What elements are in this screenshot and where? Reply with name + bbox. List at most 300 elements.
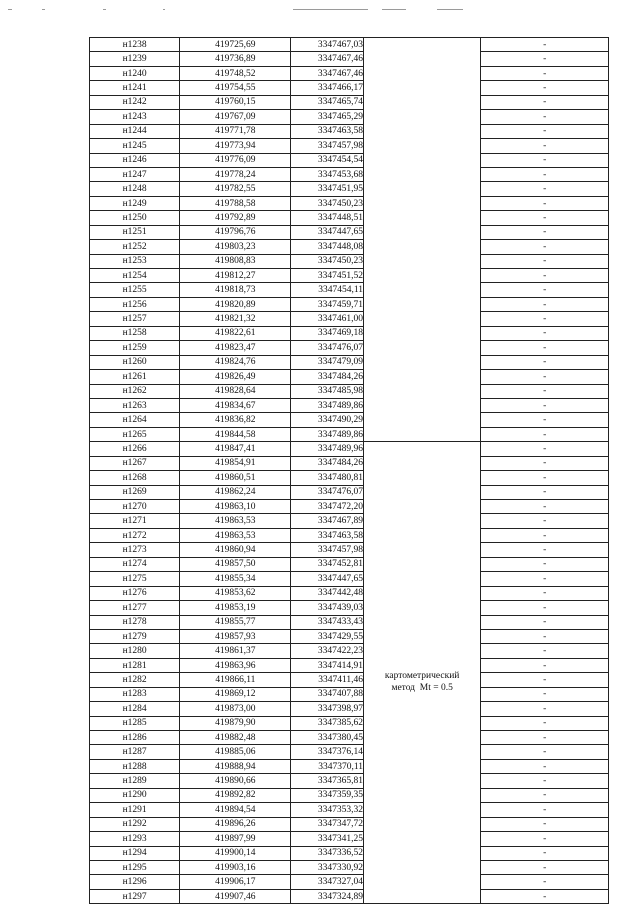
table-row [90,38,609,52]
value-dash-cell: - [481,95,609,109]
y-coordinate-cell: 3347433,43 [291,615,364,629]
value-dash-cell: - [481,442,609,456]
value-dash-cell: - [481,427,609,441]
value-dash-cell: - [481,514,609,528]
table-row [90,586,609,600]
x-coordinate-cell: 419836,82 [180,413,291,427]
table-row [90,370,609,384]
point-id-cell: н1270 [90,500,180,514]
value-dash-cell: - [481,124,609,138]
y-coordinate-cell: 3347422,23 [291,644,364,658]
method-label-line2: метод Mt = 0.5 [391,682,453,693]
y-coordinate-cell: 3347469,18 [291,326,364,340]
value-dash-cell: - [481,225,609,239]
value-dash-cell: - [481,860,609,874]
point-id-cell: н1279 [90,629,180,643]
value-dash-cell: - [481,297,609,311]
value-dash-cell: - [481,832,609,846]
table-row [90,66,609,80]
point-id-cell: н1248 [90,182,180,196]
x-coordinate-cell: 419788,58 [180,196,291,210]
table-row [90,889,609,903]
point-id-cell: н1245 [90,139,180,153]
table-row [90,225,609,239]
point-id-cell: н1247 [90,167,180,181]
x-coordinate-cell: 419853,62 [180,586,291,600]
y-coordinate-cell: 3347457,98 [291,139,364,153]
table-row [90,326,609,340]
x-coordinate-cell: 419818,73 [180,283,291,297]
table-row [90,716,609,730]
y-coordinate-cell: 3347330,92 [291,860,364,874]
y-coordinate-cell: 3347442,48 [291,586,364,600]
x-coordinate-cell: 419853,19 [180,601,291,615]
value-dash-cell: - [481,601,609,615]
value-dash-cell: - [481,846,609,860]
table-row [90,528,609,542]
point-id-cell: н1297 [90,889,180,903]
point-id-cell: н1267 [90,456,180,470]
point-id-cell: н1251 [90,225,180,239]
point-id-cell: н1296 [90,875,180,889]
point-id-cell: н1284 [90,702,180,716]
y-coordinate-cell: 3347370,11 [291,759,364,773]
x-coordinate-cell: 419857,50 [180,557,291,571]
y-coordinate-cell: 3347457,98 [291,543,364,557]
y-coordinate-cell: 3347463,58 [291,528,364,542]
x-coordinate-cell: 419906,17 [180,875,291,889]
table-row [90,269,609,283]
point-id-cell: н1265 [90,427,180,441]
table-row [90,182,609,196]
y-coordinate-cell: 3347489,86 [291,427,364,441]
table-row [90,355,609,369]
y-coordinate-cell: 3347407,88 [291,687,364,701]
x-coordinate-cell: 419782,55 [180,182,291,196]
table-row [90,398,609,412]
point-id-cell: н1276 [90,586,180,600]
y-coordinate-cell: 3347341,25 [291,832,364,846]
point-id-cell: н1289 [90,774,180,788]
x-coordinate-cell: 419812,27 [180,269,291,283]
x-coordinate-cell: 419892,82 [180,788,291,802]
table-row [90,774,609,788]
value-dash-cell: - [481,557,609,571]
x-coordinate-cell: 419855,34 [180,572,291,586]
y-coordinate-cell: 3347398,97 [291,702,364,716]
table-row [90,673,609,687]
x-coordinate-cell: 419792,89 [180,211,291,225]
value-dash-cell: - [481,38,609,52]
x-coordinate-cell: 419796,76 [180,225,291,239]
x-coordinate-cell: 419882,48 [180,731,291,745]
y-coordinate-cell: 3347454,11 [291,283,364,297]
point-id-cell: н1241 [90,81,180,95]
y-coordinate-cell: 3347467,46 [291,52,364,66]
x-coordinate-cell: 419820,89 [180,297,291,311]
y-coordinate-cell: 3347414,91 [291,658,364,672]
value-dash-cell: - [481,702,609,716]
x-coordinate-cell: 419771,78 [180,124,291,138]
table-row [90,139,609,153]
x-coordinate-cell: 419863,53 [180,528,291,542]
point-id-cell: н1292 [90,817,180,831]
point-id-cell: н1278 [90,615,180,629]
x-coordinate-cell: 419776,09 [180,153,291,167]
value-dash-cell: - [481,283,609,297]
y-coordinate-cell: 3347472,20 [291,500,364,514]
value-dash-cell: - [481,889,609,903]
y-coordinate-cell: 3347484,26 [291,456,364,470]
x-coordinate-cell: 419855,77 [180,615,291,629]
x-coordinate-cell: 419767,09 [180,110,291,124]
x-coordinate-cell: 419863,10 [180,500,291,514]
x-coordinate-cell: 419778,24 [180,167,291,181]
value-dash-cell: - [481,153,609,167]
table-row [90,167,609,181]
y-coordinate-cell: 3347447,65 [291,225,364,239]
point-id-cell: н1288 [90,759,180,773]
x-coordinate-cell: 419823,47 [180,341,291,355]
point-id-cell: н1266 [90,442,180,456]
point-id-cell: н1240 [90,66,180,80]
point-id-cell: н1249 [90,196,180,210]
value-dash-cell: - [481,716,609,730]
point-id-cell: н1238 [90,38,180,52]
y-coordinate-cell: 3347466,17 [291,81,364,95]
point-id-cell: н1291 [90,803,180,817]
y-coordinate-cell: 3347489,86 [291,398,364,412]
point-id-cell: н1260 [90,355,180,369]
point-id-cell: н1254 [90,269,180,283]
x-coordinate-cell: 419821,32 [180,312,291,326]
x-coordinate-cell: 419879,90 [180,716,291,730]
point-id-cell: н1256 [90,297,180,311]
table-row [90,110,609,124]
y-coordinate-cell: 3347453,68 [291,167,364,181]
point-id-cell: н1259 [90,341,180,355]
y-coordinate-cell: 3347479,09 [291,355,364,369]
x-coordinate-cell: 419863,53 [180,514,291,528]
table-row [90,803,609,817]
table-row [90,846,609,860]
y-coordinate-cell: 3347465,29 [291,110,364,124]
y-coordinate-cell: 3347327,04 [291,875,364,889]
point-id-cell: н1273 [90,543,180,557]
y-coordinate-cell: 3347336,52 [291,846,364,860]
table-row [90,601,609,615]
table-row [90,514,609,528]
point-id-cell: н1253 [90,254,180,268]
point-id-cell: н1246 [90,153,180,167]
value-dash-cell: - [481,66,609,80]
method-cell-upper [364,38,481,442]
point-id-cell: н1244 [90,124,180,138]
table-row [90,153,609,167]
table-row [90,384,609,398]
x-coordinate-cell: 419890,66 [180,774,291,788]
x-coordinate-cell: 419822,61 [180,326,291,340]
point-id-cell: н1271 [90,514,180,528]
value-dash-cell: - [481,456,609,470]
point-id-cell: н1261 [90,370,180,384]
table-row [90,557,609,571]
y-coordinate-cell: 3347448,51 [291,211,364,225]
y-coordinate-cell: 3347463,58 [291,124,364,138]
x-coordinate-cell: 419754,55 [180,81,291,95]
table-row [90,456,609,470]
point-id-cell: н1243 [90,110,180,124]
x-coordinate-cell: 419907,46 [180,889,291,903]
y-coordinate-cell: 3347450,23 [291,254,364,268]
value-dash-cell: - [481,471,609,485]
point-id-cell: н1268 [90,471,180,485]
value-dash-cell: - [481,167,609,181]
table-row [90,485,609,499]
point-id-cell: н1262 [90,384,180,398]
x-coordinate-cell: 419897,99 [180,832,291,846]
table-row [90,745,609,759]
point-id-cell: н1274 [90,557,180,571]
y-coordinate-cell: 3347450,23 [291,196,364,210]
y-coordinate-cell: 3347485,98 [291,384,364,398]
x-coordinate-cell: 419828,64 [180,384,291,398]
y-coordinate-cell: 3347429,55 [291,629,364,643]
x-coordinate-cell: 419862,24 [180,485,291,499]
point-id-cell: н1275 [90,572,180,586]
point-id-cell: н1277 [90,601,180,615]
table-row [90,240,609,254]
y-coordinate-cell: 3347459,71 [291,297,364,311]
y-coordinate-cell: 3347461,00 [291,312,364,326]
table-row [90,81,609,95]
value-dash-cell: - [481,398,609,412]
x-coordinate-cell: 419854,91 [180,456,291,470]
value-dash-cell: - [481,788,609,802]
x-coordinate-cell: 419736,89 [180,52,291,66]
x-coordinate-cell: 419860,94 [180,543,291,557]
y-coordinate-cell: 3347353,32 [291,803,364,817]
x-coordinate-cell: 419803,23 [180,240,291,254]
y-coordinate-cell: 3347347,72 [291,817,364,831]
point-id-cell: н1242 [90,95,180,109]
value-dash-cell: - [481,629,609,643]
x-coordinate-cell: 419873,00 [180,702,291,716]
value-dash-cell: - [481,240,609,254]
table-row [90,297,609,311]
point-id-cell: н1287 [90,745,180,759]
y-coordinate-cell: 3347489,96 [291,442,364,456]
value-dash-cell: - [481,182,609,196]
y-coordinate-cell: 3347411,46 [291,673,364,687]
x-coordinate-cell: 419824,76 [180,355,291,369]
value-dash-cell: - [481,673,609,687]
x-coordinate-cell: 419725,69 [180,38,291,52]
x-coordinate-cell: 419863,96 [180,658,291,672]
x-coordinate-cell: 419866,11 [180,673,291,687]
y-coordinate-cell: 3347365,81 [291,774,364,788]
point-id-cell: н1283 [90,687,180,701]
x-coordinate-cell: 419847,41 [180,442,291,456]
value-dash-cell: - [481,312,609,326]
value-dash-cell: - [481,211,609,225]
value-dash-cell: - [481,572,609,586]
y-coordinate-cell: 3347480,81 [291,471,364,485]
point-id-cell: н1282 [90,673,180,687]
scan-header-marks [0,0,640,20]
point-id-cell: н1294 [90,846,180,860]
point-id-cell: н1293 [90,832,180,846]
table-row [90,211,609,225]
x-coordinate-cell: 419903,16 [180,860,291,874]
x-coordinate-cell: 419857,93 [180,629,291,643]
point-id-cell: н1295 [90,860,180,874]
value-dash-cell: - [481,269,609,283]
table-row [90,95,609,109]
x-coordinate-cell: 419900,14 [180,846,291,860]
table-row [90,442,609,456]
value-dash-cell: - [481,615,609,629]
y-coordinate-cell: 3347465,74 [291,95,364,109]
y-coordinate-cell: 3347467,03 [291,38,364,52]
value-dash-cell: - [481,485,609,499]
point-id-cell: н1258 [90,326,180,340]
value-dash-cell: - [481,774,609,788]
x-coordinate-cell: 419808,83 [180,254,291,268]
table-row [90,731,609,745]
value-dash-cell: - [481,326,609,340]
point-id-cell: н1250 [90,211,180,225]
y-coordinate-cell: 3347484,26 [291,370,364,384]
coordinates-table-body [90,38,609,904]
value-dash-cell: - [481,759,609,773]
table-row [90,427,609,441]
x-coordinate-cell: 419834,67 [180,398,291,412]
y-coordinate-cell: 3347476,07 [291,485,364,499]
value-dash-cell: - [481,817,609,831]
table-row [90,860,609,874]
point-id-cell: н1285 [90,716,180,730]
table-row [90,687,609,701]
point-id-cell: н1272 [90,528,180,542]
point-id-cell: н1255 [90,283,180,297]
table-row [90,283,609,297]
value-dash-cell: - [481,745,609,759]
x-coordinate-cell: 419826,49 [180,370,291,384]
point-id-cell: н1290 [90,788,180,802]
y-coordinate-cell: 3347376,14 [291,745,364,759]
table-row [90,341,609,355]
x-coordinate-cell: 419885,06 [180,745,291,759]
y-coordinate-cell: 3347451,95 [291,182,364,196]
value-dash-cell: - [481,500,609,514]
value-dash-cell: - [481,413,609,427]
value-dash-cell: - [481,254,609,268]
x-coordinate-cell: 419844,58 [180,427,291,441]
table-row [90,817,609,831]
value-dash-cell: - [481,658,609,672]
value-dash-cell: - [481,196,609,210]
table-row [90,52,609,66]
table-row [90,702,609,716]
x-coordinate-cell: 419896,26 [180,817,291,831]
value-dash-cell: - [481,341,609,355]
coordinates-table [89,37,609,904]
y-coordinate-cell: 3347454,54 [291,153,364,167]
point-id-cell: н1286 [90,731,180,745]
y-coordinate-cell: 3347448,08 [291,240,364,254]
method-label-line1: картометрический [384,670,460,681]
x-coordinate-cell: 419860,51 [180,471,291,485]
point-id-cell: н1239 [90,52,180,66]
table-row [90,543,609,557]
table-row [90,759,609,773]
value-dash-cell: - [481,644,609,658]
table-row [90,572,609,586]
value-dash-cell: - [481,370,609,384]
y-coordinate-cell: 3347452,81 [291,557,364,571]
value-dash-cell: - [481,528,609,542]
value-dash-cell: - [481,803,609,817]
y-coordinate-cell: 3347324,89 [291,889,364,903]
value-dash-cell: - [481,139,609,153]
table-row [90,875,609,889]
value-dash-cell: - [481,875,609,889]
value-dash-cell: - [481,384,609,398]
table-row [90,644,609,658]
x-coordinate-cell: 419894,54 [180,803,291,817]
y-coordinate-cell: 3347380,45 [291,731,364,745]
table-row [90,196,609,210]
y-coordinate-cell: 3347359,35 [291,788,364,802]
method-cell-lower [364,442,481,904]
y-coordinate-cell: 3347385,62 [291,716,364,730]
point-id-cell: н1263 [90,398,180,412]
table-row [90,615,609,629]
value-dash-cell: - [481,586,609,600]
table-row [90,124,609,138]
value-dash-cell: - [481,110,609,124]
table-row [90,413,609,427]
x-coordinate-cell: 419748,52 [180,66,291,80]
x-coordinate-cell: 419869,12 [180,687,291,701]
y-coordinate-cell: 3347476,07 [291,341,364,355]
x-coordinate-cell: 419773,94 [180,139,291,153]
table-row [90,471,609,485]
table-row [90,832,609,846]
y-coordinate-cell: 3347467,46 [291,66,364,80]
y-coordinate-cell: 3347439,03 [291,601,364,615]
table-row [90,312,609,326]
value-dash-cell: - [481,543,609,557]
y-coordinate-cell: 3347490,29 [291,413,364,427]
y-coordinate-cell: 3347467,89 [291,514,364,528]
point-id-cell: н1264 [90,413,180,427]
point-id-cell: н1257 [90,312,180,326]
y-coordinate-cell: 3347447,65 [291,572,364,586]
point-id-cell: н1280 [90,644,180,658]
x-coordinate-cell: 419861,37 [180,644,291,658]
value-dash-cell: - [481,731,609,745]
point-id-cell: н1281 [90,658,180,672]
table-row [90,788,609,802]
value-dash-cell: - [481,355,609,369]
table-row [90,658,609,672]
value-dash-cell: - [481,687,609,701]
y-coordinate-cell: 3347451,52 [291,269,364,283]
x-coordinate-cell: 419760,15 [180,95,291,109]
table-row [90,629,609,643]
